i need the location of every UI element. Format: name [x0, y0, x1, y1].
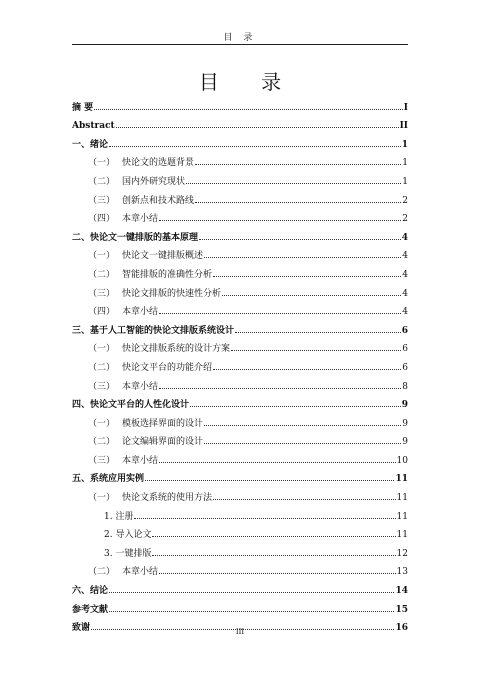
toc-entry-page: 11: [396, 511, 408, 522]
toc-entry-number: （二）: [88, 567, 116, 578]
dot-leader: [152, 536, 395, 537]
toc-entry-number: （一）: [88, 251, 116, 262]
dot-leader: [94, 109, 403, 110]
toc-entry[interactable]: [72, 261, 408, 280]
toc-entry-text: 论文编辑界面的设计: [122, 437, 204, 448]
toc-title: 目 录: [198, 70, 300, 94]
toc-entry-text: 2. 导入论文: [104, 530, 152, 541]
toc-entry[interactable]: [72, 354, 408, 373]
toc-entry-page: 16: [395, 623, 408, 634]
toc-entry-text: 二、快论文一键排版的基本原理: [72, 232, 199, 243]
toc-entry[interactable]: [72, 577, 408, 596]
dot-leader: [213, 369, 401, 370]
toc-entry-page: 13: [396, 567, 408, 578]
toc-entry-text: 摘 要: [72, 102, 94, 113]
page-number: III: [235, 628, 245, 636]
toc-entry-page: 9: [402, 437, 408, 448]
toc-entry-number: （三）: [88, 381, 116, 392]
toc-entry[interactable]: [72, 373, 408, 392]
dot-leader: [134, 518, 395, 519]
toc-entry-text: 一、绪论: [72, 139, 109, 150]
toc-entry-page: 11: [396, 493, 408, 504]
toc-entry-label: [72, 100, 93, 113]
toc-entry-label: [88, 304, 158, 317]
dot-leader: [204, 443, 401, 444]
toc-entry-label: [72, 137, 108, 150]
toc-entry[interactable]: [72, 429, 408, 448]
toc-entry[interactable]: [72, 410, 408, 429]
toc-entry-page: 6: [401, 325, 408, 336]
toc-entry-label: [88, 416, 203, 429]
toc-entry-number: （四）: [88, 307, 116, 318]
dot-leader: [109, 611, 394, 612]
toc-entry-label: [88, 379, 158, 392]
dot-leader: [145, 480, 394, 481]
toc-entry[interactable]: [72, 206, 408, 225]
toc-entry-text: 快论文的选题背景: [122, 158, 195, 169]
toc-entry-page: 11: [395, 474, 408, 485]
toc-entry-page: 4: [402, 288, 408, 299]
toc-entry[interactable]: [72, 224, 408, 243]
toc-entry[interactable]: [72, 168, 408, 187]
toc-entry-number: （二）: [88, 176, 116, 187]
toc-entry-label: [72, 471, 144, 484]
dot-leader: [195, 202, 401, 203]
toc-entry-label: [88, 564, 158, 577]
dot-leader: [195, 164, 401, 165]
toc-entry-page: 9: [401, 400, 408, 411]
dot-leader: [159, 313, 401, 314]
dot-leader: [204, 257, 401, 258]
toc-entry-page: 15: [395, 604, 408, 615]
toc-entry[interactable]: [72, 392, 408, 411]
dot-leader: [222, 295, 401, 296]
toc-entry-text: 国内外研究现状: [122, 176, 186, 187]
toc-entry-page: 11: [396, 530, 408, 541]
toc-entry[interactable]: [72, 280, 408, 299]
toc-entry-text: 六、结论: [72, 586, 109, 597]
toc-entry[interactable]: [72, 187, 408, 206]
toc-entry-page: 4: [402, 269, 408, 280]
toc-entry-text: 参考文献: [72, 604, 109, 615]
table-of-contents: [72, 94, 408, 633]
toc-entry-page: 4: [402, 307, 408, 318]
toc-entry[interactable]: [72, 466, 408, 485]
toc-entry-text: 快论文平台的功能介绍: [122, 362, 213, 373]
toc-entry[interactable]: [72, 484, 408, 503]
dot-leader: [159, 388, 401, 389]
toc-entry[interactable]: [72, 522, 408, 541]
toc-entry[interactable]: [72, 596, 408, 615]
toc-entry-number: （二）: [88, 269, 116, 280]
toc-entry-page: 9: [402, 418, 408, 429]
toc-entry[interactable]: [72, 113, 408, 132]
toc-entry-number: （三）: [88, 455, 116, 466]
dot-leader: [186, 183, 401, 184]
toc-entry[interactable]: [72, 317, 408, 336]
toc-entry-page: 2: [402, 195, 408, 206]
toc-entry-label: [72, 583, 108, 596]
toc-entry-page: 12: [396, 548, 408, 559]
toc-entry-label: [88, 193, 194, 206]
dot-leader: [190, 406, 401, 407]
toc-entry-label: [88, 248, 203, 261]
toc-entry-text: 快论文排版的快速性分析: [122, 288, 222, 299]
toc-entry-text: 快论文排版系统的设计方案: [122, 344, 231, 355]
toc-entry-label: [88, 490, 212, 503]
toc-entry-text: 3. 一键排版: [104, 548, 152, 559]
toc-entry-text: 智能排版的准确性分析: [122, 269, 213, 280]
dot-leader: [159, 573, 396, 574]
toc-entry-number: （二）: [88, 437, 116, 448]
toc-entry-page: 1: [401, 139, 408, 150]
dot-leader: [231, 350, 401, 351]
toc-entry-label: [88, 360, 212, 373]
toc-entry-text: 三、基于人工智能的快论文排版系统设计: [72, 325, 235, 336]
toc-entry-page: 4: [402, 251, 408, 262]
toc-entry-number: （二）: [88, 362, 116, 373]
toc-entry-text: 快论文系统的使用方法: [122, 493, 213, 504]
toc-entry[interactable]: [72, 540, 408, 559]
toc-entry-label: [72, 602, 108, 615]
toc-entry-number: （一）: [88, 493, 116, 504]
toc-entry-number: （三）: [88, 288, 116, 299]
dot-leader: [109, 146, 401, 147]
toc-entry-text: 五、系统应用实例: [72, 474, 145, 485]
toc-entry-number: （一）: [88, 158, 116, 169]
dot-leader: [213, 276, 401, 277]
toc-entry-number: （一）: [88, 418, 116, 429]
running-header: 目 录: [223, 33, 257, 43]
dot-leader: [235, 332, 401, 333]
toc-entry-page: 2: [402, 214, 408, 225]
toc-entry-label: [72, 323, 234, 336]
toc-entry-label: [72, 397, 189, 410]
toc-entry-label: [72, 121, 115, 131]
dot-leader: [159, 462, 396, 463]
toc-entry-text: 本章小结: [122, 381, 159, 392]
toc-entry-text: 致谢: [72, 623, 91, 634]
toc-entry-label: [72, 230, 198, 243]
toc-entry-page: 4: [401, 232, 408, 243]
toc-entry-page: 1: [402, 176, 408, 187]
toc-entry-label: [88, 267, 212, 280]
toc-entry-label: [88, 286, 221, 299]
toc-entry-page: 6: [402, 344, 408, 355]
dot-leader: [213, 499, 396, 500]
toc-entry-number: （四）: [88, 214, 116, 225]
toc-entry-page: 6: [402, 362, 408, 373]
toc-entry-label: [104, 527, 151, 540]
toc-entry-page: 14: [395, 586, 408, 597]
toc-entry[interactable]: [72, 503, 408, 522]
toc-entry-number: （一）: [88, 344, 116, 355]
toc-entry-text: 本章小结: [122, 307, 159, 318]
dot-leader: [199, 239, 401, 240]
toc-entry[interactable]: [72, 447, 408, 466]
dot-leader: [159, 220, 401, 221]
toc-entry[interactable]: [72, 150, 408, 169]
toc-entry-page: 10: [396, 455, 408, 466]
dot-leader: [109, 592, 394, 593]
dot-leader: [204, 425, 401, 426]
toc-entry-label: [88, 174, 185, 187]
toc-entry-label: [104, 509, 133, 522]
toc-entry-page: 1: [402, 158, 408, 169]
toc-entry-text: 1. 注册: [104, 511, 134, 522]
toc-entry[interactable]: [72, 131, 408, 150]
toc-entry-text: 模板选择界面的设计: [122, 418, 204, 429]
toc-entry-label: [88, 453, 158, 466]
dot-leader: [152, 555, 395, 556]
toc-entry-label: [88, 434, 203, 447]
toc-entry[interactable]: [72, 94, 408, 113]
toc-entry-page: 8: [402, 381, 408, 392]
toc-entry-text: Abstract: [72, 121, 115, 132]
toc-entry[interactable]: [72, 336, 408, 355]
toc-entry-page: II: [399, 121, 408, 132]
toc-entry[interactable]: [72, 299, 408, 318]
toc-entry-label: [88, 211, 158, 224]
toc-entry-text: 四、快论文平台的人性化设计: [72, 400, 190, 411]
toc-entry-text: 创新点和技术路线: [122, 195, 195, 206]
toc-entry-label: [88, 155, 194, 168]
toc-entry[interactable]: [72, 559, 408, 578]
toc-entry-page: I: [403, 102, 408, 113]
toc-entry-label: [104, 546, 151, 559]
toc-entry-text: 本章小结: [122, 214, 159, 225]
toc-entry-text: 本章小结: [122, 567, 159, 578]
toc-entry-label: [88, 341, 230, 354]
header-rule: [72, 44, 408, 45]
toc-entry[interactable]: [72, 243, 408, 262]
toc-entry-text: 本章小结: [122, 455, 159, 466]
dot-leader: [116, 127, 399, 128]
toc-entry-text: 快论文一键排版概述: [122, 251, 204, 262]
toc-entry-number: （三）: [88, 195, 116, 206]
